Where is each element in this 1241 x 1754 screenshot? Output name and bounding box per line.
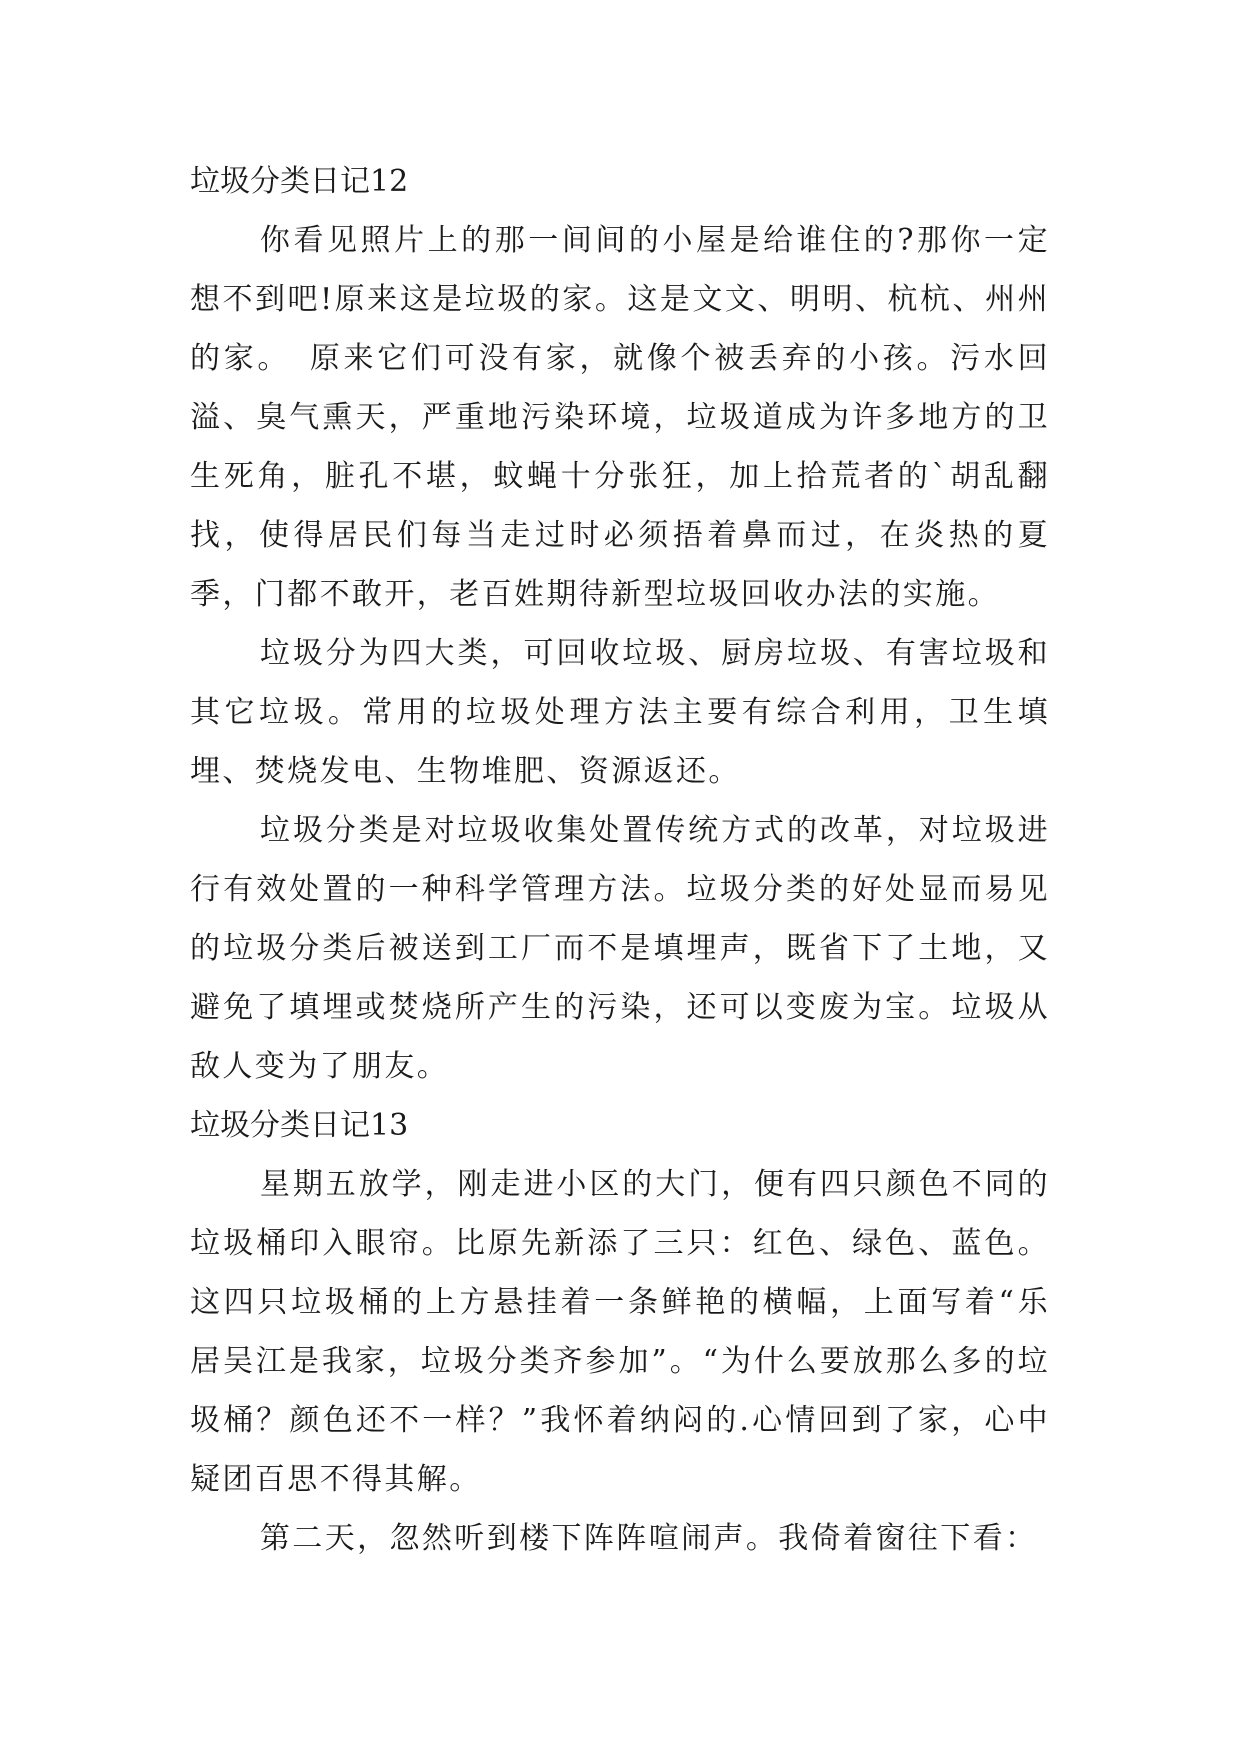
entry-title: 垃圾分类日记13 [190,1108,409,1143]
paragraph: 第二天，忽然听到楼下阵阵喧闹声。我倚着窗往下看： [259,1521,1038,1556]
paragraph: 星期五放学，刚走进小区的大门，便有四只颜色不同的垃圾桶印入眼帘。比原先新添了三只：红色、绿色、蓝色。这四只垃圾桶的上方悬挂着一条鲜艳的横幅，上面写着“乐居吴江是我家，垃圾分类齐参加”。“为什么要放那么多的垃圾桶？颜色还不一样？”我怀着纳闷的.心情回到了家，心中疑团百思不得其解。 [190,1167,1050,1497]
document-body [190,152,1050,1568]
diary-entry-12 [190,152,1050,1096]
paragraph: 垃圾分类是对垃圾收集处置传统方式的改革，对垃圾进行有效处置的一种科学管理方法。垃圾分类的好处显而易见的垃圾分类后被送到工厂而不是填埋声，既省下了土地，又避免了填埋或焚烧所产生的污染，还可以变废为宝。垃圾从敌人变为了朋友。 [190,813,1050,1084]
entry-title: 垃圾分类日记12 [190,164,409,199]
diary-entry-13 [190,1096,1050,1568]
paragraph: 你看见照片上的那一间间的小屋是给谁住的?那你一定想不到吧!原来这是垃圾的家。这是文文、明明、杭杭、州州的家。 原来它们可没有家，就像个被丢弃的小孩。污水回溢、臭气熏天，严重地污染环境，垃圾道成为许多地方的卫生死角，脏孔不堪，蚊蝇十分张狂，加上拾荒者的`胡乱翻找，使得居民们每当走过时必须捂着鼻而过，在炎热的夏季，门都不敢开，老百姓期待新型垃圾回收办法的实施。 [190,223,1050,612]
paragraph: 垃圾分为四大类，可回收垃圾、厨房垃圾、有害垃圾和其它垃圾。常用的垃圾处理方法主要有综合利用，卫生填埋、焚烧发电、生物堆肥、资源返还。 [190,636,1050,789]
